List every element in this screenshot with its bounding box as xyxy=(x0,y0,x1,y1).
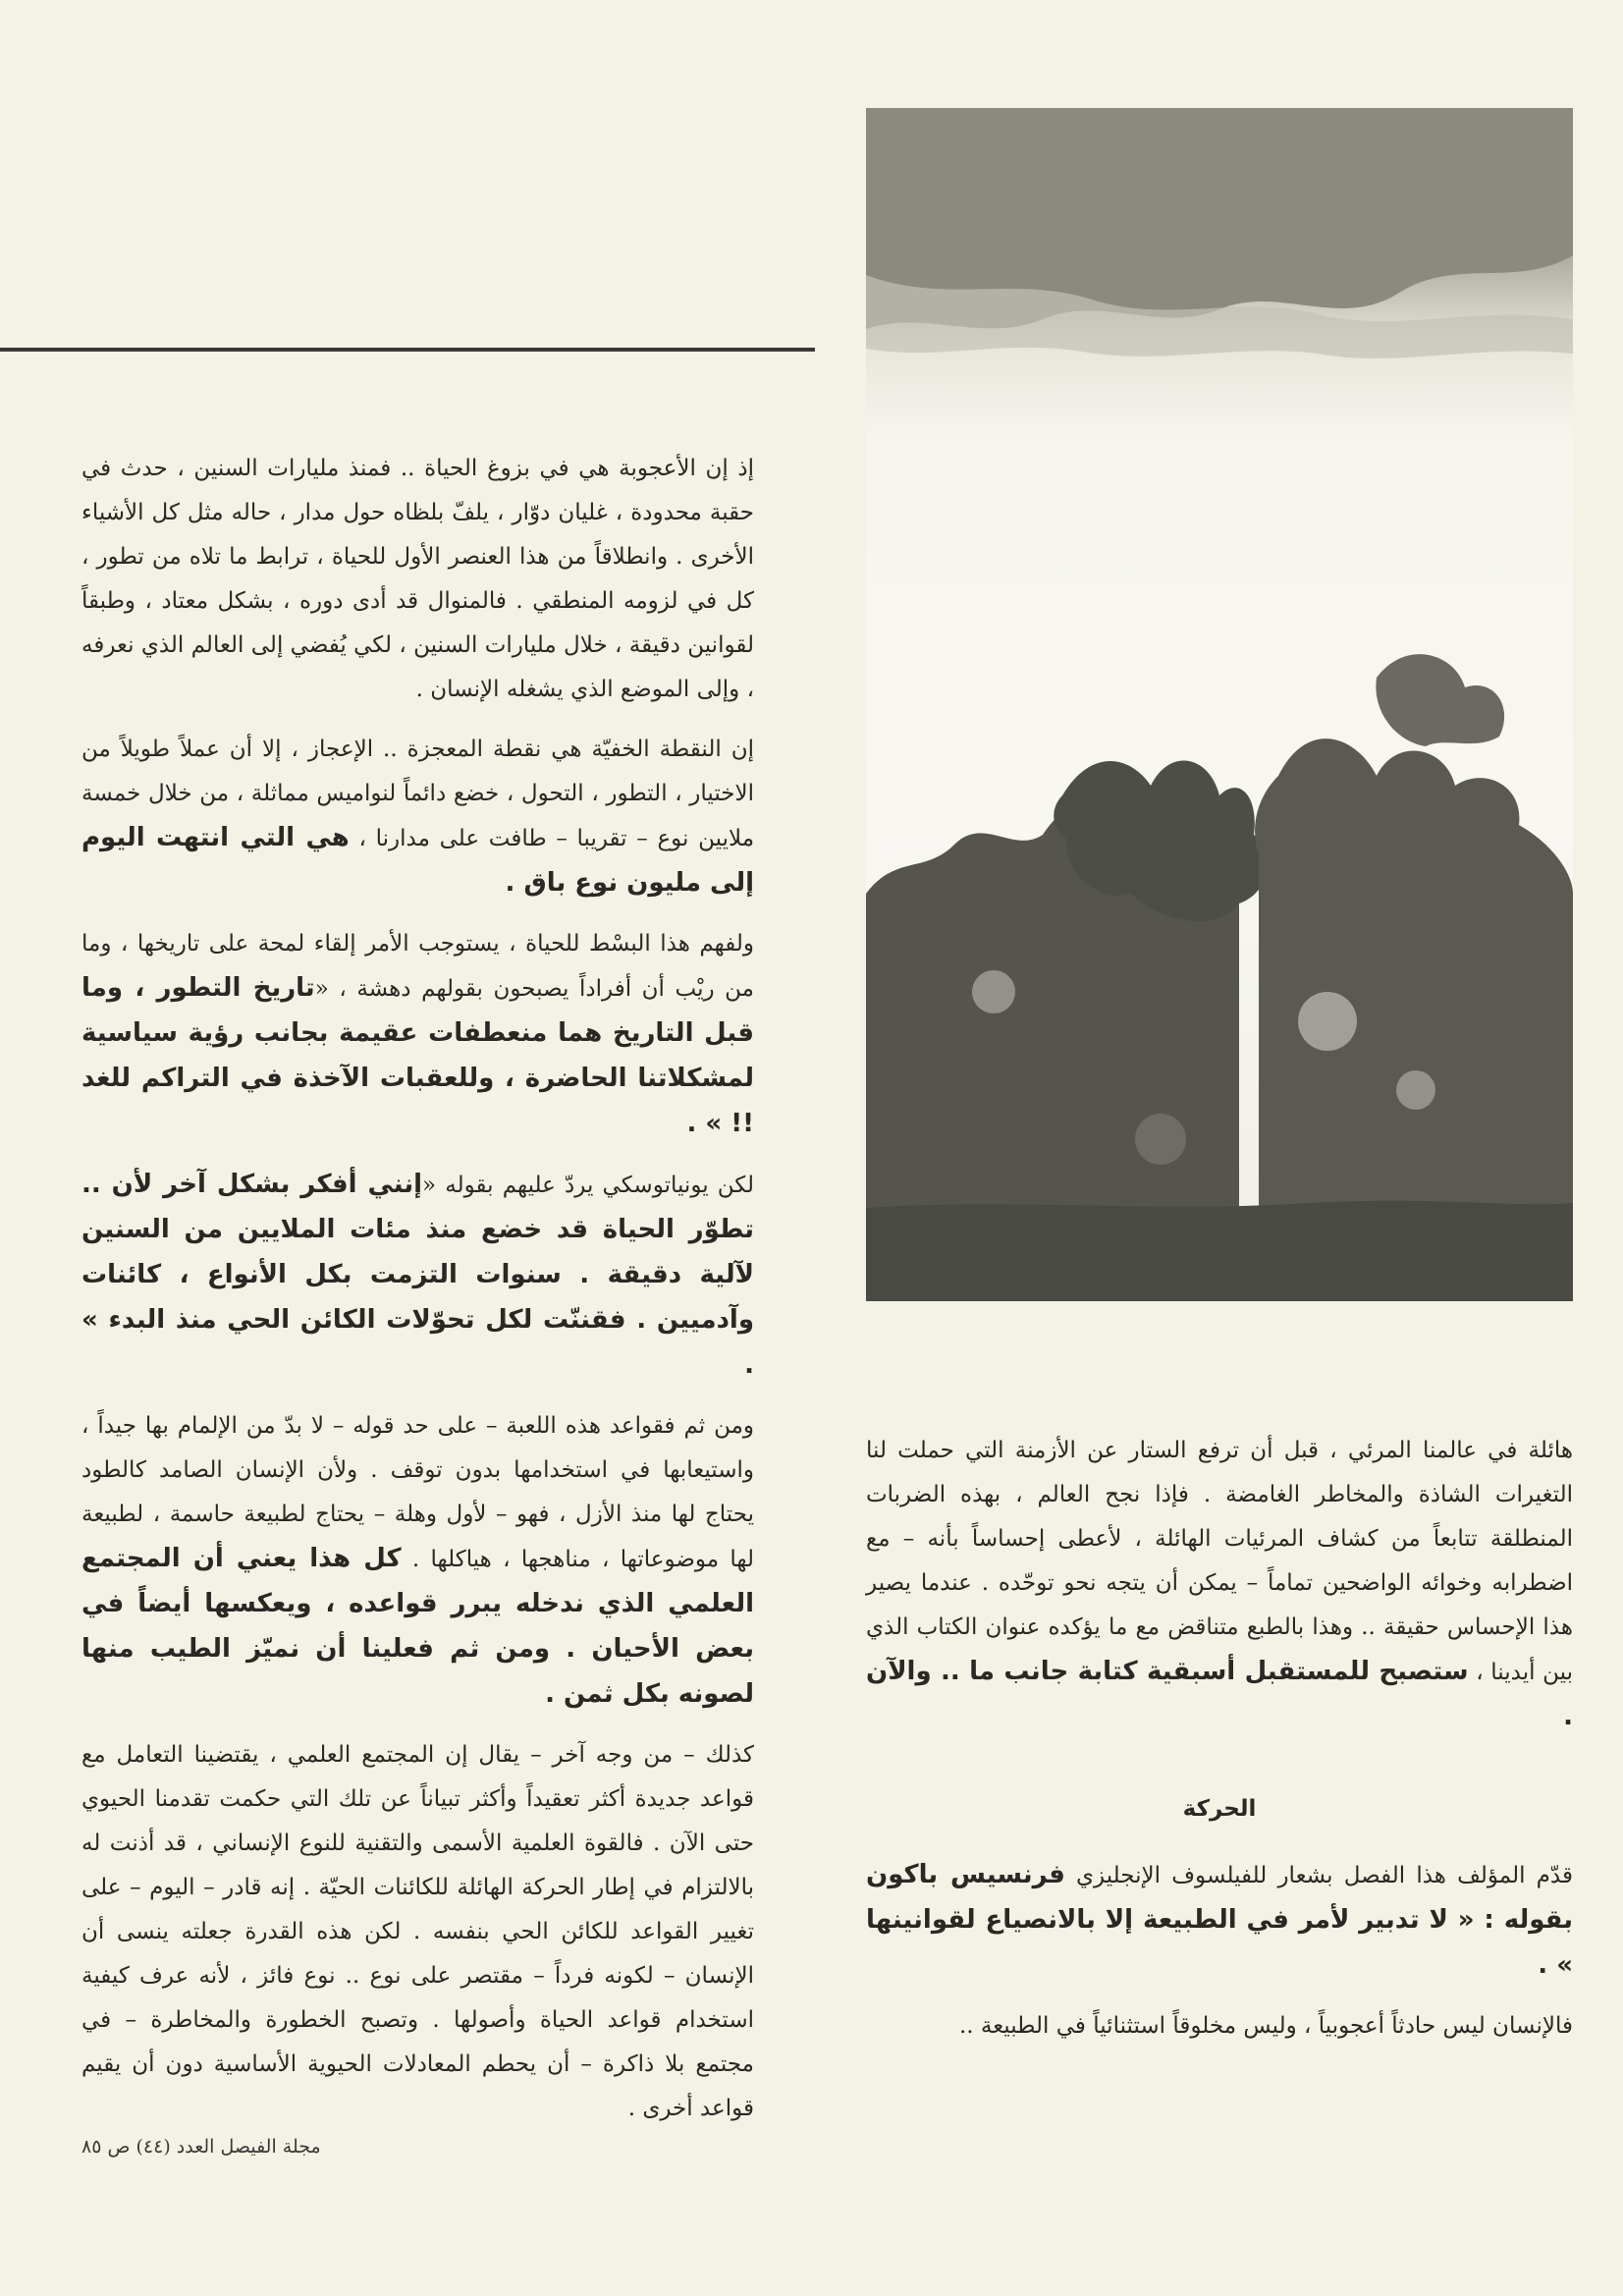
left-paragraph-6: كذلك – من وجه آخر – يقال إن المجتمع العلمي ، يقتضينا التعامل مع قواعد جديدة أكثر تعقيداً وأكثر تبياناً عن تلك التي حكمت تقدمنا الحيوي حتى الآن . فالقوة العلمية الأسمى والتقنية للنوع الإنساني ، قد أذنت له بالالتزام في إطار الحركة الهائلة للكائنات الحيّة . إنه قادر – اليوم – على تغيير القواعد للكائن الحي بنفسه . لكن هذه القدرة جعلته ينسى أن الإنسان – لكونه فرداً – مقتصر على نوع .. نوع فائز ، لأنه عرف كيفية استخدام قواعد الحياة وأصولها . وتصبح الخطورة والمخاطرة – في مجتمع بلا ذاكرة – أن يحطم المعادلات الحيوية الأساسية دون أن يقيم قواعد أخرى . xyxy=(81,1742,754,2121)
left-paragraph-3-text: ولفهم هذا البسْط للحياة ، يستوجب الأمر إلقاء لمحة على تاريخها ، وما من ريْب أن أفراداً يصبحون بقولهم دهشة ، « xyxy=(81,931,754,1002)
right-paragraph-1-emphasis: ستصبح للمستقبل أسبقية كتابة جانب ما .. والآن . xyxy=(866,1657,1573,1731)
left-paragraph-2-text: إن النقطة الخفيّة هي نقطة المعجزة .. الإعجاز ، إلا أن عملاً طويلاً من الاختيار ، التطور ، التحول ، خضع دائماً لنواميس مماثلة ، من خلال خمسة ملايين نوع – تقريبا – طافت على مدارنا ، xyxy=(81,737,755,851)
left-paragraph-4-text: لكن يونياتوسكي يردّ عليهم بقوله « xyxy=(422,1173,755,1198)
left-paragraph-4-emphasis: إنني أفكر بشكل آخر لأن .. تطوّر الحياة قد خضع منذ مئات الملايين من السنين لآلية دقيقة . سنوات التزمت بكل الأنواع ، كائنات وآدميين . فقننّت لكل تحوّلات الكائن الحي منذ البدء » . xyxy=(81,1170,754,1380)
left-paragraph-2-emphasis: هي التي انتهت اليوم إلى مليون نوع باق . xyxy=(81,823,754,898)
right-paragraph-2-text: قدّم المؤلف هذا الفصل بشعار للفيلسوف الإنجليزي xyxy=(1076,1863,1573,1888)
cloud-photo-image xyxy=(866,108,1573,1301)
left-paragraph-3 xyxy=(81,922,754,1147)
right-paragraph-1-text: هائلة في عالمنا المرئي ، قبل أن ترفع الستار عن الأزمنة التي حملت لنا التغيرات الشاذة والمخاطر الغامضة . فإذا نجح العالم ، بهذه الضربات المنطلقة تتابعاً من كشاف المرئيات الهائلة ، لأعطى إحساساً بأنه – مع اضطرابه وخوائه الواضحين تماماً – يمكن أن يتجه نحو توحّده . عندما يصير هذا الإحساس حقيقة .. وهذا بالطبع متناقض مع ما يؤكده عنوان الكتاب الذي بين أيدينا ، xyxy=(866,1438,1574,1685)
left-paragraph-5 xyxy=(81,1404,754,1718)
left-paragraph-5-text: ومن ثم فقواعد هذه اللعبة – على حد قوله – لا بدّ من الإلمام بها جيداً ، واستيعابها في استخدامها بدون توقف . ولأن الإنسان الصامد كالطود يحتاج لها منذ الأزل ، فهو – لأول وهلة – يحتاج لطبيعة حاسمة ، لطبيعة لها موضوعاتها ، مناهجها ، هياكلها . xyxy=(81,1413,754,1572)
section-heading: الحركة xyxy=(1182,1796,1257,1822)
left-column xyxy=(81,447,754,2147)
left-paragraph-3-emphasis: تاريخ التطور ، وما قبل التاريخ هما منعطفات عقيمة بجانب رؤية سياسية لمشكلاتنا الحاضرة ، وللعقبات الآخذة في التراكم للغد !! » . xyxy=(81,973,754,1138)
header-rule xyxy=(0,348,815,352)
left-paragraph-1: إذ إن الأعجوبة هي في بزوغ الحياة .. فمنذ مليارات السنين ، حدث في حقبة محدودة ، غليان دوّار ، يلفّ بلظاه حول مدار ، حاله مثل كل الأشياء الأخرى . وانطلاقاً من هذا العنصر الأول للحياة ، ترابط ما تلاه من تطور ، كل في لزومه المنطقي . فالمنوال قد أدى دوره ، بشكل معتاد ، وطبقاً لقوانين دقيقة ، خلال مليارات السنين ، لكي يُفضي إلى العالم الذي نعرفه ، وإلى الموضع الذي يشغله الإنسان . xyxy=(81,456,754,702)
right-column xyxy=(866,1429,1573,2049)
left-paragraph-4 xyxy=(81,1163,754,1389)
left-paragraph-5-emphasis: كل هذا يعني أن المجتمع العلمي الذي ندخله يبرر قواعده ، ويعكسها أيضاً في بعض الأحيان . ومن ثم فعلينا أن نميّز الطيب منها لصونه بكل ثمن . xyxy=(81,1544,754,1709)
photo-clouds xyxy=(866,108,1573,1301)
page-footer: مجلة الفيصل العدد (٤٤) ص ٨٥ xyxy=(81,2136,321,2158)
right-paragraph-1 xyxy=(866,1429,1573,1740)
right-paragraph-2 xyxy=(866,1853,1573,1989)
right-paragraph-2-emphasis: فرنسيس باكون بقوله : « لا تدبير لأمر في الطبيعة إلا بالانصياع لقوانينها » . xyxy=(866,1860,1573,1980)
left-paragraph-2 xyxy=(81,728,754,906)
right-paragraph-3: فالإنسان ليس حادثاً أعجوبياً ، وليس مخلوقاً استثنائياً في الطبيعة .. xyxy=(958,2013,1573,2039)
